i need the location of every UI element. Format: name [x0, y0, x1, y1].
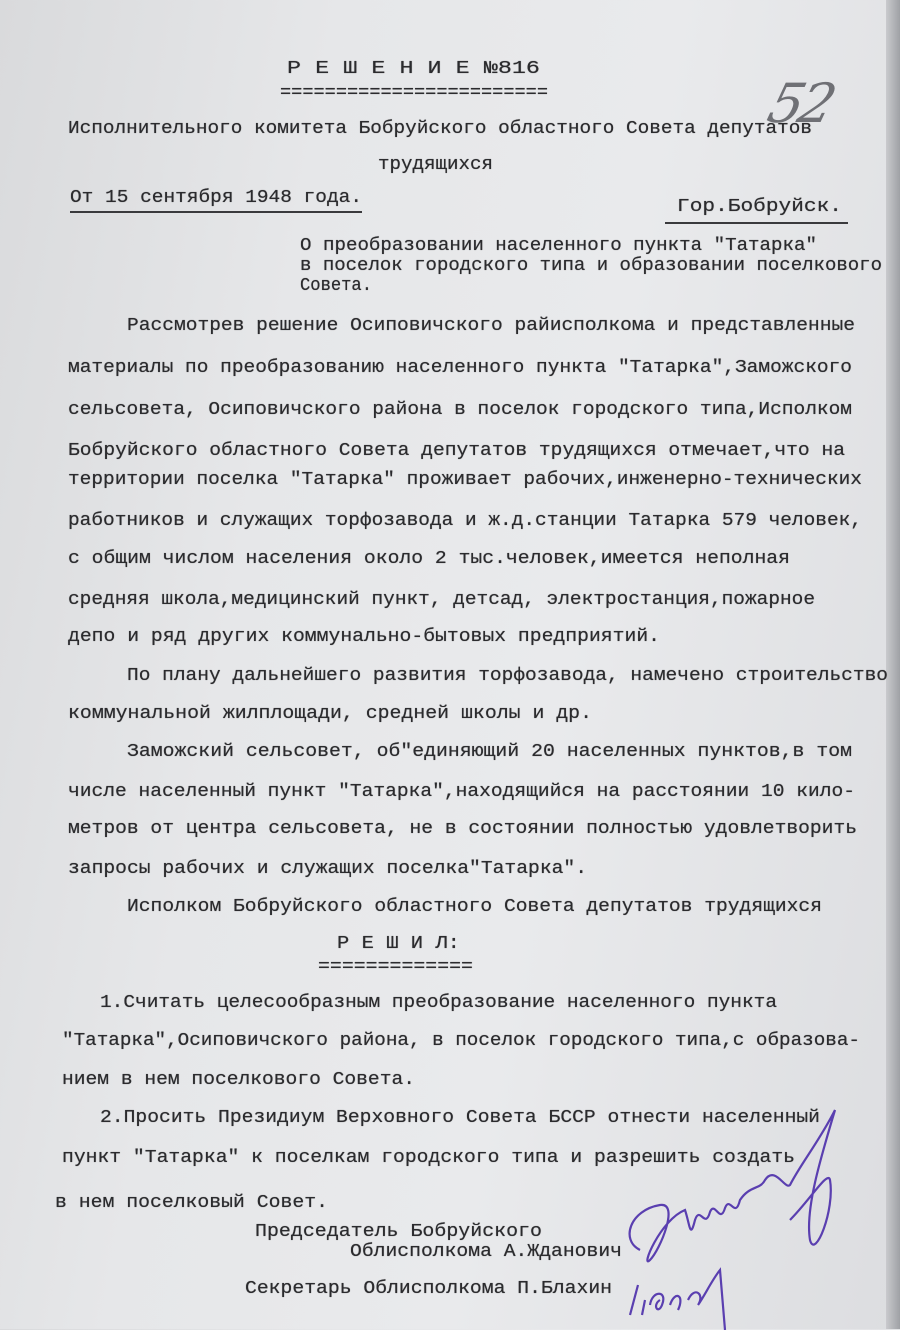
decision-line: "Татарка",Осиповичского района, в поселок городского типа,с образова- [62, 1031, 860, 1051]
body-line: Заможский сельсовет, об"единяющий 20 населенных пунктов,в том [127, 742, 852, 762]
page-edge-shadow [886, 0, 900, 1329]
body-line: коммунальной жилплощади, средней школы и др. [68, 704, 592, 724]
body-line: Исполком Бобруйского областного Совета депутатов трудящихся [127, 897, 822, 917]
issuer-line: трудящихся [378, 155, 493, 175]
handwritten-signatures [590, 1100, 860, 1330]
decision-line: нием в нем поселкового Совета. [62, 1070, 416, 1090]
underline-rule [665, 222, 848, 224]
body-line: метров от центра сельсовета, не в состоянии полностью удовлетворить [68, 819, 858, 839]
document-title: Р Е Ш Е Н И Е №816 [287, 59, 540, 79]
resolved-underline: ============= [318, 957, 473, 977]
document-place: Гор.Бобруйск. [677, 197, 842, 217]
subject-line: Совета. [300, 276, 372, 296]
body-line: Бобруйского областного Совета депутатов трудящихся отмечает,что на [68, 441, 845, 461]
body-line: запросы рабочих и служащих поселка"Татарка". [68, 859, 587, 879]
body-line: территории поселка "Татарка" проживает рабочих,инженерно-технических [68, 470, 862, 490]
body-line: материалы по преобразованию населенного пункта "Татарка",Заможского [68, 358, 853, 378]
issuer-line: Исполнительного комитета Бобруйского областного Совета депутатов [68, 119, 812, 139]
decision-line: пункт "Татарка" к поселкам городского типа и разрешить создать [62, 1148, 795, 1168]
title-underline: ======================== [280, 83, 548, 103]
body-line: сельсовета, Осиповичского района в поселок городского типа,Исполком [68, 400, 853, 420]
decision-line: в нем поселковый Совет. [55, 1193, 328, 1213]
signature-title: Председатель Бобруйского [255, 1222, 542, 1242]
decision-line: 1.Считать целесообразным преобразование населенного пункта [100, 993, 777, 1013]
body-line: По плану дальнейшего развития торфозавода, намечено строительство [127, 666, 889, 686]
underline-rule [70, 211, 362, 213]
body-line: работников и служащих торфозавода и ж.д.станции Татарка 579 человек, [68, 511, 862, 531]
body-line: числе населенный пункт "Татарка",находящийся на расстоянии 10 кило- [68, 782, 856, 802]
body-line: с общим числом населения около 2 тыс.человек,имеется неполная [68, 549, 791, 569]
body-line: средняя школа,медицинский пункт, детсад, электростанция,пожарное [68, 590, 815, 610]
signature-zhdanovich [630, 1110, 835, 1261]
signature-blakhin [630, 1270, 725, 1330]
body-line: Рассмотрев решение Осиповичского райисполкома и представленные [127, 316, 855, 336]
decision-line: 2.Просить Президиум Верховного Совета БССР отнести населенный [100, 1108, 820, 1128]
signature-name: Облисполкома А.Жданович [350, 1242, 622, 1262]
signature-secretary: Секретарь Облисполкома П.Блахин [245, 1279, 612, 1299]
folio-number: 52 [761, 72, 840, 135]
subject-line: в поселок городского типа и образовании поселкового [300, 256, 882, 276]
subject-line: О преобразовании населенного пункта "Татарка" [300, 236, 817, 256]
resolved-heading: Р Е Ш И Л: [337, 934, 460, 954]
body-line: депо и ряд других коммунально-бытовых предприятий. [68, 627, 660, 647]
document-date: От 15 сентября 1948 года. [70, 188, 362, 208]
